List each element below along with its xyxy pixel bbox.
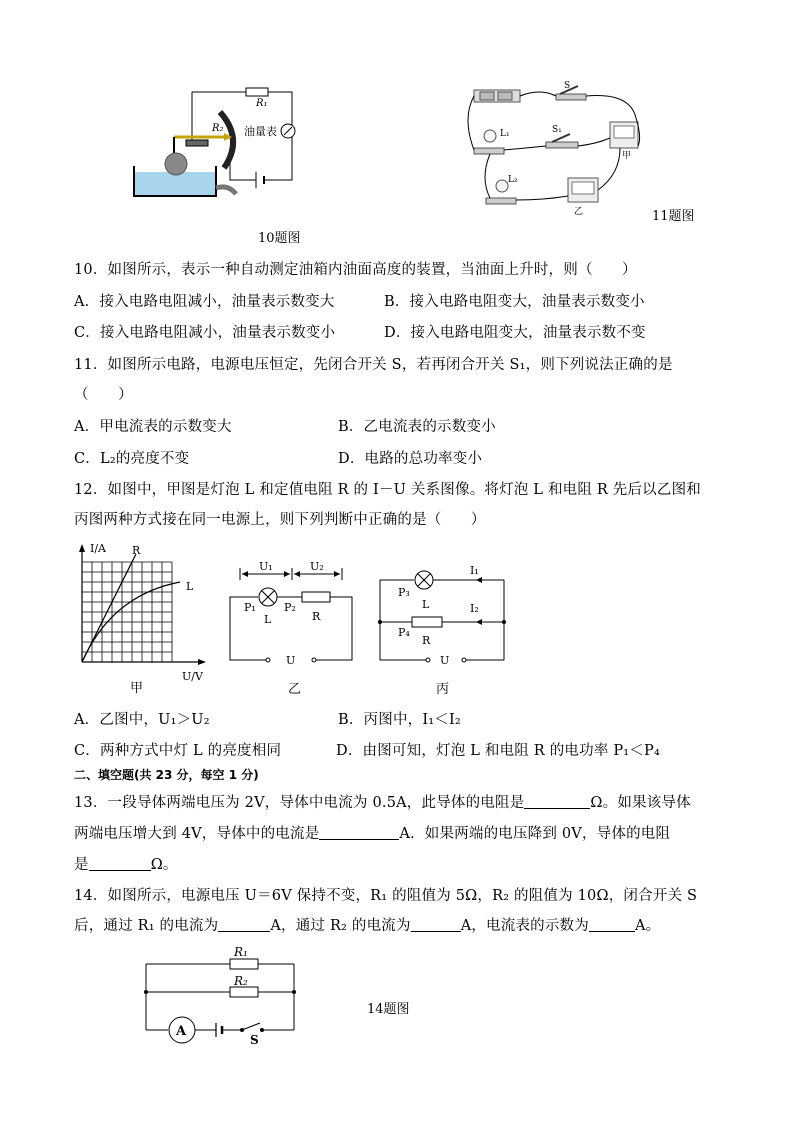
fig11-jia-label: 甲 xyxy=(622,151,632,161)
fig11-s1-label: S₁ xyxy=(552,125,562,135)
q14-text-2: 后，通过 R₁ 的电流为 xyxy=(74,918,219,934)
fig10-meter-label: 油量表 xyxy=(244,125,277,138)
fig12-curve-l: L xyxy=(186,580,194,593)
figure-12-bing-circuit xyxy=(372,560,512,672)
fig11-yi-label: 乙 xyxy=(574,207,584,217)
q11-stem-1: 11．如图所示电路，电源电压恒定，先闭合开关 S，若再闭合开关 S₁，则下列说法正确的是 xyxy=(74,357,673,373)
q12-stem-1: 12．如图中，甲图是灯泡 L 和定值电阻 R 的 I－U 关系图像。将灯泡 L 和电阻 R 先后以乙图和 xyxy=(74,482,701,498)
section-2-heading: 二、填空题(共 23 分，每空 1 分) xyxy=(74,768,259,782)
q14-text-3: A，通过 R₂ 的电流为 xyxy=(270,918,411,934)
figure-12-yi-circuit xyxy=(226,560,360,672)
fig12c-p4: P₄ xyxy=(398,626,410,639)
figure-11-caption: 11题图 xyxy=(652,209,695,224)
fig12b-u1: U₁ xyxy=(259,560,273,573)
figure-14-caption: 14题图 xyxy=(367,1002,410,1017)
q14-line-2 xyxy=(74,914,660,935)
q10-option-b: B．接入电路电阻变大，油量表示数变小 xyxy=(384,294,645,310)
fig12c-p3: P₃ xyxy=(398,586,410,599)
figure-12-jia-graph xyxy=(72,540,212,690)
fig11-l1-label: L₁ xyxy=(500,129,510,139)
q13-blank-1[interactable] xyxy=(524,794,590,809)
q14-text-4: A，电流表的示数为 xyxy=(460,918,589,934)
fig11-l2-label: L₂ xyxy=(508,175,518,185)
q13-text-5: 是 xyxy=(74,857,89,873)
fig12b-u2: U₂ xyxy=(310,560,324,573)
fig12b-l: L xyxy=(264,613,272,626)
fig12b-p1: P₁ xyxy=(244,601,256,614)
q13-blank-2[interactable] xyxy=(319,825,399,840)
q14-blank-1[interactable] xyxy=(218,917,270,932)
q14-blank-3[interactable] xyxy=(589,917,635,932)
fig14-switch: S xyxy=(250,1033,259,1044)
q11-option-d: D．电路的总功率变小 xyxy=(338,451,483,467)
fig12c-l: L xyxy=(422,598,430,611)
fig11-s-label: S xyxy=(564,81,571,91)
q11-option-b: B．乙电流表的示数变小 xyxy=(338,419,496,435)
q14-blank-2[interactable] xyxy=(411,917,461,932)
q13-line-2 xyxy=(74,822,670,843)
q13-text-2: Ω。如果该导体 xyxy=(590,795,691,811)
q13-text-1: 13．一段导体两端电压为 2V，导体中电流为 0.5A，此导体的电阻是 xyxy=(74,795,525,811)
q13-text-4: A．如果两端的电压降到 0V，导体的电阻 xyxy=(399,826,671,842)
q12-option-a: A．乙图中，U₁＞U₂ xyxy=(74,712,210,728)
q13-text-3: 两端电压增大到 4V，导体中的电流是 xyxy=(74,826,320,842)
q13-blank-3[interactable] xyxy=(89,856,151,871)
q11-option-a: A．甲电流表的示数变大 xyxy=(74,419,232,435)
fig10-r2-label: R₂ xyxy=(212,123,224,134)
q14-text-5: A。 xyxy=(634,918,661,934)
q12-option-c: C．两种方式中灯 L 的亮度相同 xyxy=(74,743,282,759)
fig12c-i1: I₁ xyxy=(470,564,479,577)
fig12-ylabel: I/A xyxy=(90,542,106,555)
q13-text-6: Ω。 xyxy=(150,857,178,873)
fig12b-u: U xyxy=(286,654,296,667)
q10-option-d: D．接入电路电阻变大，油量表示数不变 xyxy=(384,325,646,341)
q10-option-c: C．接入电路电阻减小，油量表示数变小 xyxy=(74,325,336,341)
figure-11-circuit xyxy=(460,78,660,218)
q13-line-3 xyxy=(74,853,178,874)
figure-10-caption: 10题图 xyxy=(258,231,301,246)
fig14-r2: R₂ xyxy=(234,974,248,988)
figure-12-jia-caption: 甲 xyxy=(130,681,144,696)
figure-10-oil-gauge xyxy=(128,84,308,214)
q11-stem-2: （ ） xyxy=(74,387,133,403)
fig12c-r: R xyxy=(422,634,431,647)
figure-12-yi-caption: 乙 xyxy=(288,682,302,697)
fig14-r1: R₁ xyxy=(234,945,248,959)
q11-option-c: C．L₂的亮度不变 xyxy=(74,451,190,467)
fig14-ammeter: A xyxy=(176,1024,187,1039)
fig12-curve-r: R xyxy=(132,544,141,557)
q13-line-1 xyxy=(74,791,691,812)
fig12b-p2: P₂ xyxy=(284,601,296,614)
figure-12-bing-caption: 丙 xyxy=(436,682,450,697)
figure-14-circuit xyxy=(140,944,302,1044)
fig10-r1-label: R₁ xyxy=(256,98,268,109)
q12-option-b: B．丙图中，I₁＜I₂ xyxy=(338,712,461,728)
q14-line-1: 14．如图所示，电源电压 U＝6V 保持不变，R₁ 的阻值为 5Ω，R₂ 的阻值为 10Ω，闭合开关 S xyxy=(74,888,698,904)
fig12-xlabel: U/V xyxy=(182,670,203,683)
fig12b-r: R xyxy=(312,610,321,623)
fig12c-i2: I₂ xyxy=(470,602,479,615)
q10-option-a: A．接入电路电阻减小，油量表示数变大 xyxy=(74,294,335,310)
q10-stem: 10．如图所示，表示一种自动测定油箱内油面高度的装置，当油面上升时，则（ ） xyxy=(74,262,637,278)
fig12c-u: U xyxy=(440,654,450,667)
q12-option-d: D．由图可知，灯泡 L 和电阻 R 的电功率 P₁＜P₄ xyxy=(336,743,660,759)
q12-stem-2: 丙图两种方式接在同一电源上，则下列判断中正确的是（ ） xyxy=(74,512,486,528)
